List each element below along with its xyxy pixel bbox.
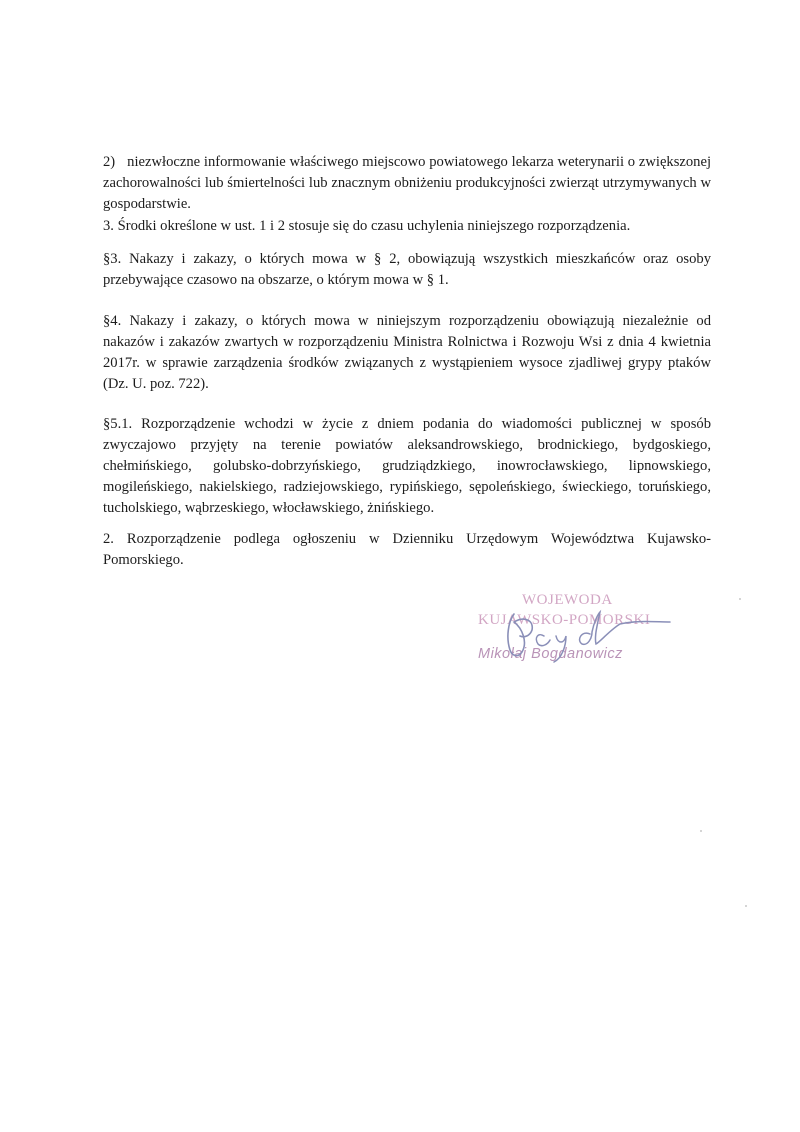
paragraph-ust-3: 3. Środki określone w ust. 1 i 2 stosuje się do czasu uchylenia niniejszego rozporządzenia. [103,218,631,234]
scan-speck [745,905,747,907]
scan-speck [739,598,741,600]
stamp-title: WOJEWODA [522,592,613,608]
paragraph-section-3: §3. Nakazy i zakazy, o których mowa w § 2, obowiązują wszystkich mieszkańców oraz osoby przebywające czasowo na obszarze, o którym mowa w § 1. [103,251,711,288]
paragraph-section-5-2: 2. Rozporządzenie podlega ogłoszeniu w Dzienniku Urzędowym Województwa Kujawsko-Pomorskiego. [103,531,711,568]
paragraph-text: niezwłoczne informowanie właściwego miejscowo powiatowego lekarza weterynarii o zwiększonej zachorowalności lub śmiertelności lub znacznym obniżeniu produkcyjności zwierząt utrzymywanych w gospodarstwie. [103,154,711,212]
paragraph-lead-number: 2) [103,154,116,170]
scan-speck [700,830,702,832]
stamp-signatory-name: Mikołaj Bogdanowicz [478,646,623,662]
paragraph-item-2 [103,152,711,215]
paragraph-section-5-1: §5.1. Rozporządzenie wchodzi w życie z dniem podania do wiadomości publicznej w sposób zwyczajowo przyjęty na terenie powiatów aleksandrowskiego, brodnickiego, bydgoskiego, chełmińskiego, golubsko-dobrzyńskiego, grudziądzkiego, inowrocławskiego, lipnowskiego, mogileńskiego, nakielskiego, radziejowskiego, rypińskiego, sępoleńskiego, świeckiego, toruńskiego, tucholskiego, wąbrzeskiego, włocławskiego, żnińskiego. [103,416,711,516]
paragraph-section-4: §4. Nakazy i zakazy, o których mowa w niniejszym rozporządzeniu obowiązują niezależnie od nakazów i zakazów zwartych w rozporządzeniu Ministra Rolnictwa i Rozwoju Wsi z dnia 4 kwietnia 2017r. w sprawie zarządzenia środków związanych z wystąpieniem wysoce zjadliwej grypy ptaków (Dz. U. poz. 722). [103,313,711,392]
stamp-region: KUJAWSKO-POMORSKI [478,612,651,628]
handwritten-signature [470,592,690,682]
official-stamp [470,592,690,682]
